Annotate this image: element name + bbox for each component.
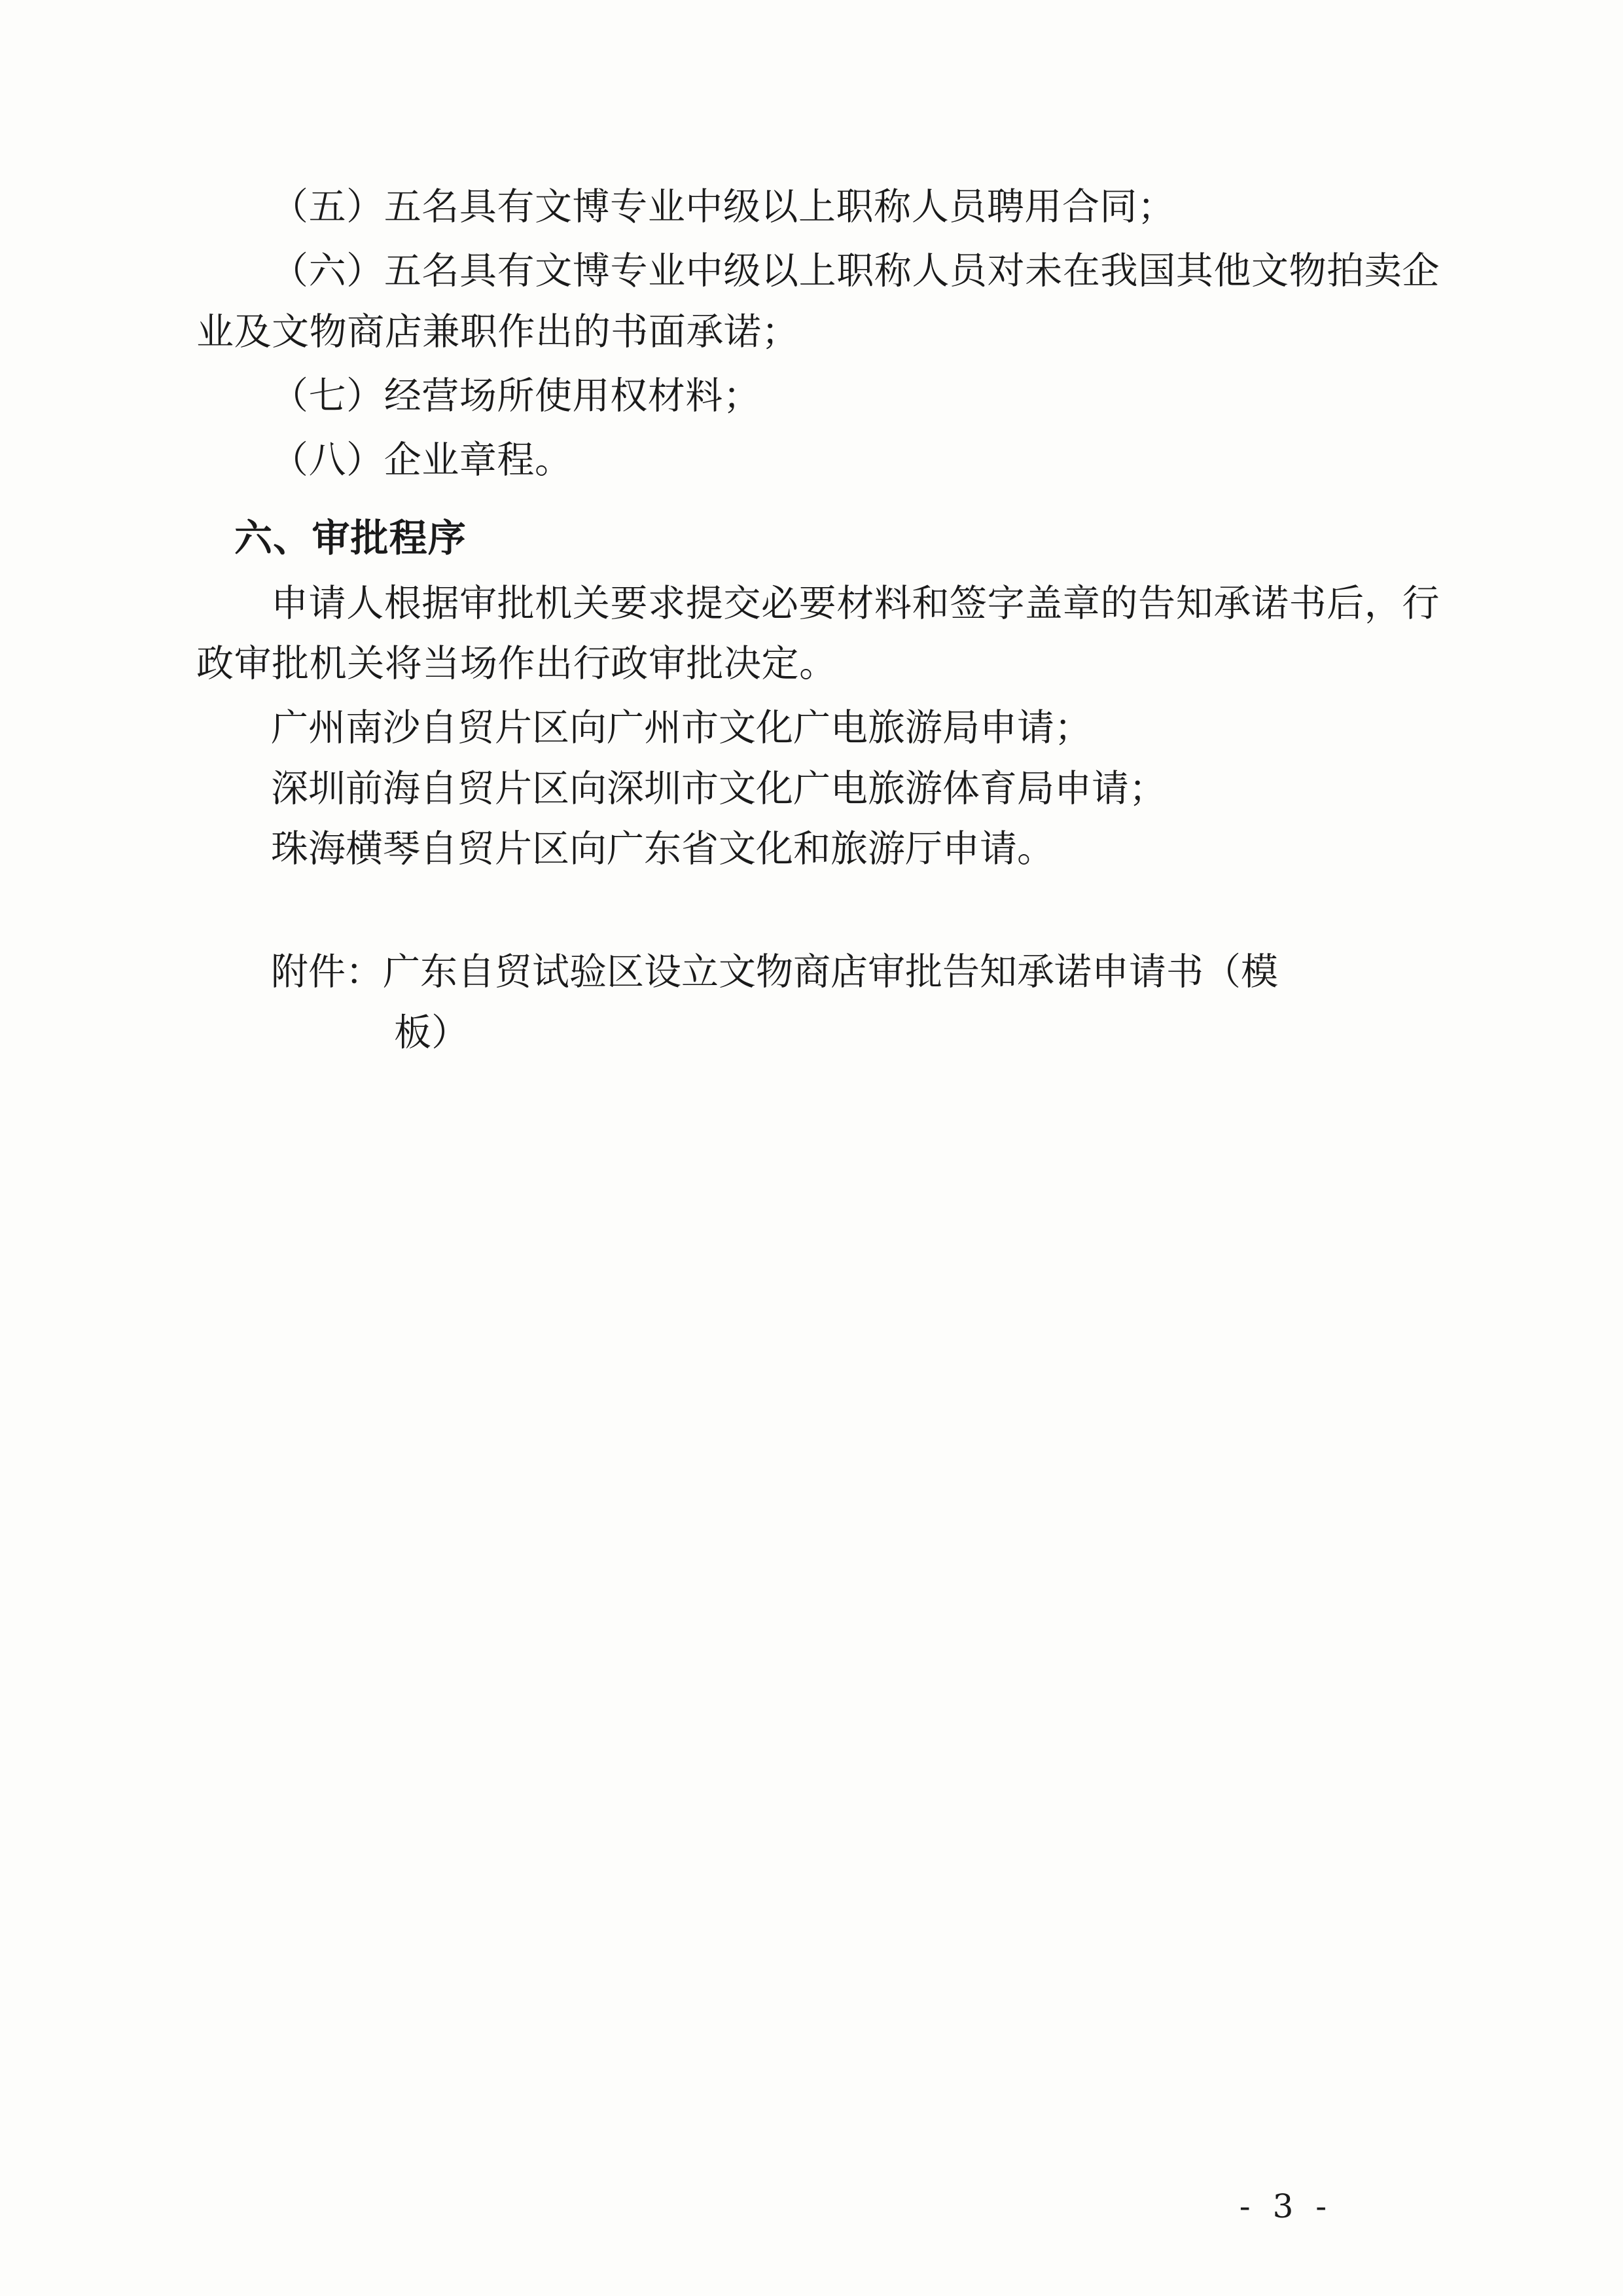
application-line: 深圳前海自贸片区向深圳市文化广电旅游体育局申请； [271, 766, 1166, 810]
application-line: 珠海横琴自贸片区向广东省文化和旅游厅申请。 [271, 827, 1054, 870]
page-content [196, 177, 1440, 2140]
paragraph-spacer [196, 879, 1440, 942]
attachment-label-continuation: 板） [394, 1011, 469, 1054]
section-paragraph: 申请人根据审批机关要求提交必要材料和签字盖章的告知承诺书后，行政审批机关将当场作出行政审批决定。 [196, 581, 1440, 685]
application-line: 广州南沙自贸片区向广州市文化广电旅游局申请； [271, 706, 1092, 750]
list-item: （八）企业章程。 [271, 439, 573, 482]
section-heading: 六、审批程序 [234, 515, 467, 560]
list-item: （六）五名具有文博专业中级以上职称人员对未在我国其他文物拍卖企业及文物商店兼职作出的书面承诺； [196, 249, 1440, 353]
page-number: - 3 - [1239, 2187, 1333, 2225]
list-item: （五）五名具有文博专业中级以上职称人员聘用合同； [271, 185, 1175, 228]
attachment-label: 附件：广东自贸试验区设立文物商店审批告知承诺申请书（模 [271, 950, 1278, 994]
list-item: （七）经营场所使用权材料； [271, 374, 761, 418]
